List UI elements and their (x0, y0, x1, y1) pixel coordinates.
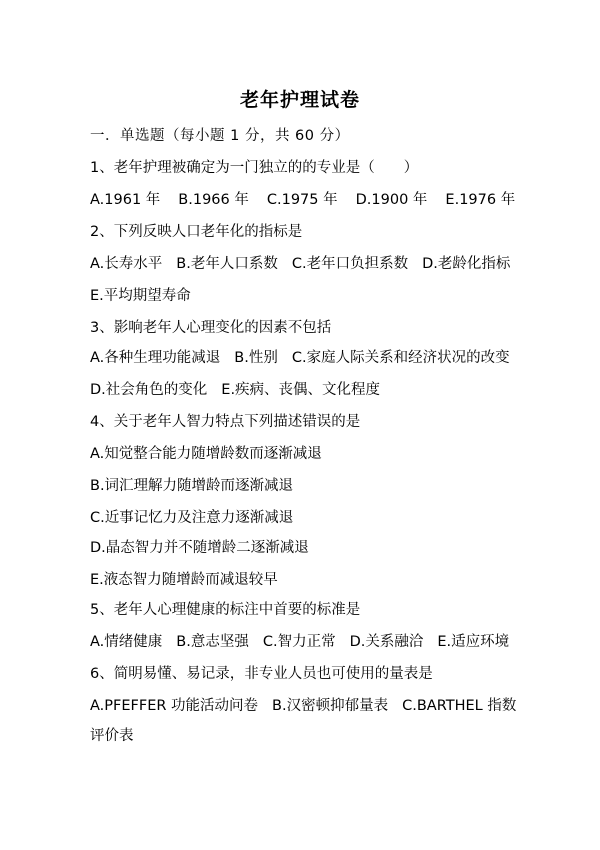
option-d: D.关系融洽 (349, 634, 424, 650)
option-a: A.长寿水平 (90, 256, 163, 272)
question-4-option-c: C.近事记忆力及注意力逐渐减退 (90, 510, 294, 526)
question-5-options (90, 632, 509, 652)
option-c: C.1975 年 (266, 192, 338, 208)
question-4-option-b: B.词汇理解力随增龄而逐渐减退 (90, 478, 294, 494)
option-b: B.意志坚强 (176, 634, 249, 650)
question-4-stem: 4、关于老年人智力特点下列描述错误的是 (90, 414, 361, 430)
section-heading: 一．单选题（每小题 1 分，共 60 分） (90, 128, 350, 144)
question-3-options-cont (90, 380, 380, 400)
option-e: E.适应环境 (437, 634, 510, 650)
option-e: E.平均期望寿命 (90, 288, 191, 304)
option-b: B.性别 (234, 350, 278, 366)
option-b: B.汉密顿抑郁量表 (272, 698, 389, 714)
question-4-option-e: E.液态智力随增龄而减退较早 (90, 572, 278, 588)
option-c: C.老年口负担系数 (291, 256, 409, 272)
option-e: E.1976 年 (445, 192, 516, 208)
option-d: D.社会角色的变化 (90, 382, 208, 398)
question-4-option-d: D.晶态智力并不随增龄二逐渐减退 (90, 540, 309, 556)
option-d: D.老龄化指标 (422, 256, 511, 272)
option-b: B.老年人口系数 (176, 256, 278, 272)
option-d: D.1900 年 (355, 192, 428, 208)
question-2-stem: 2、下列反映人口老年化的指标是 (90, 224, 303, 240)
question-3-stem: 3、影响老年人心理变化的因素不包括 (90, 320, 332, 336)
option-c: C.BARTHEL 指数 (402, 698, 517, 714)
option-c-cont: 评价表 (90, 728, 134, 744)
question-3-options (90, 348, 510, 368)
page-title: 老年护理试卷 (239, 89, 360, 111)
question-1-stem: 1、老年护理被确定为一门独立的的专业是（ ） (90, 160, 419, 176)
option-b: B.1966 年 (178, 192, 249, 208)
question-6-options (90, 696, 516, 716)
option-e: E.疾病、丧偶、文化程度 (221, 382, 381, 398)
question-6-options-cont (90, 726, 134, 746)
question-1-options (90, 190, 515, 210)
question-6-stem: 6、简明易懂、易记录，非专业人员也可使用的量表是 (90, 666, 433, 682)
question-5-stem: 5、老年人心理健康的标注中首要的标准是 (90, 602, 361, 618)
question-2-options-cont (90, 286, 191, 306)
option-c: C.家庭人际关系和经济状况的改变 (291, 350, 510, 366)
option-a: A.情绪健康 (90, 634, 163, 650)
option-a: A.PFEFFER 功能活动问卷 (90, 698, 259, 714)
option-c: C.智力正常 (262, 634, 336, 650)
option-a: A.1961 年 (90, 192, 161, 208)
question-2-options (90, 254, 510, 274)
question-4-option-a: A.知觉整合能力随增龄数而逐渐减退 (90, 446, 322, 462)
option-a: A.各种生理功能减退 (90, 350, 221, 366)
